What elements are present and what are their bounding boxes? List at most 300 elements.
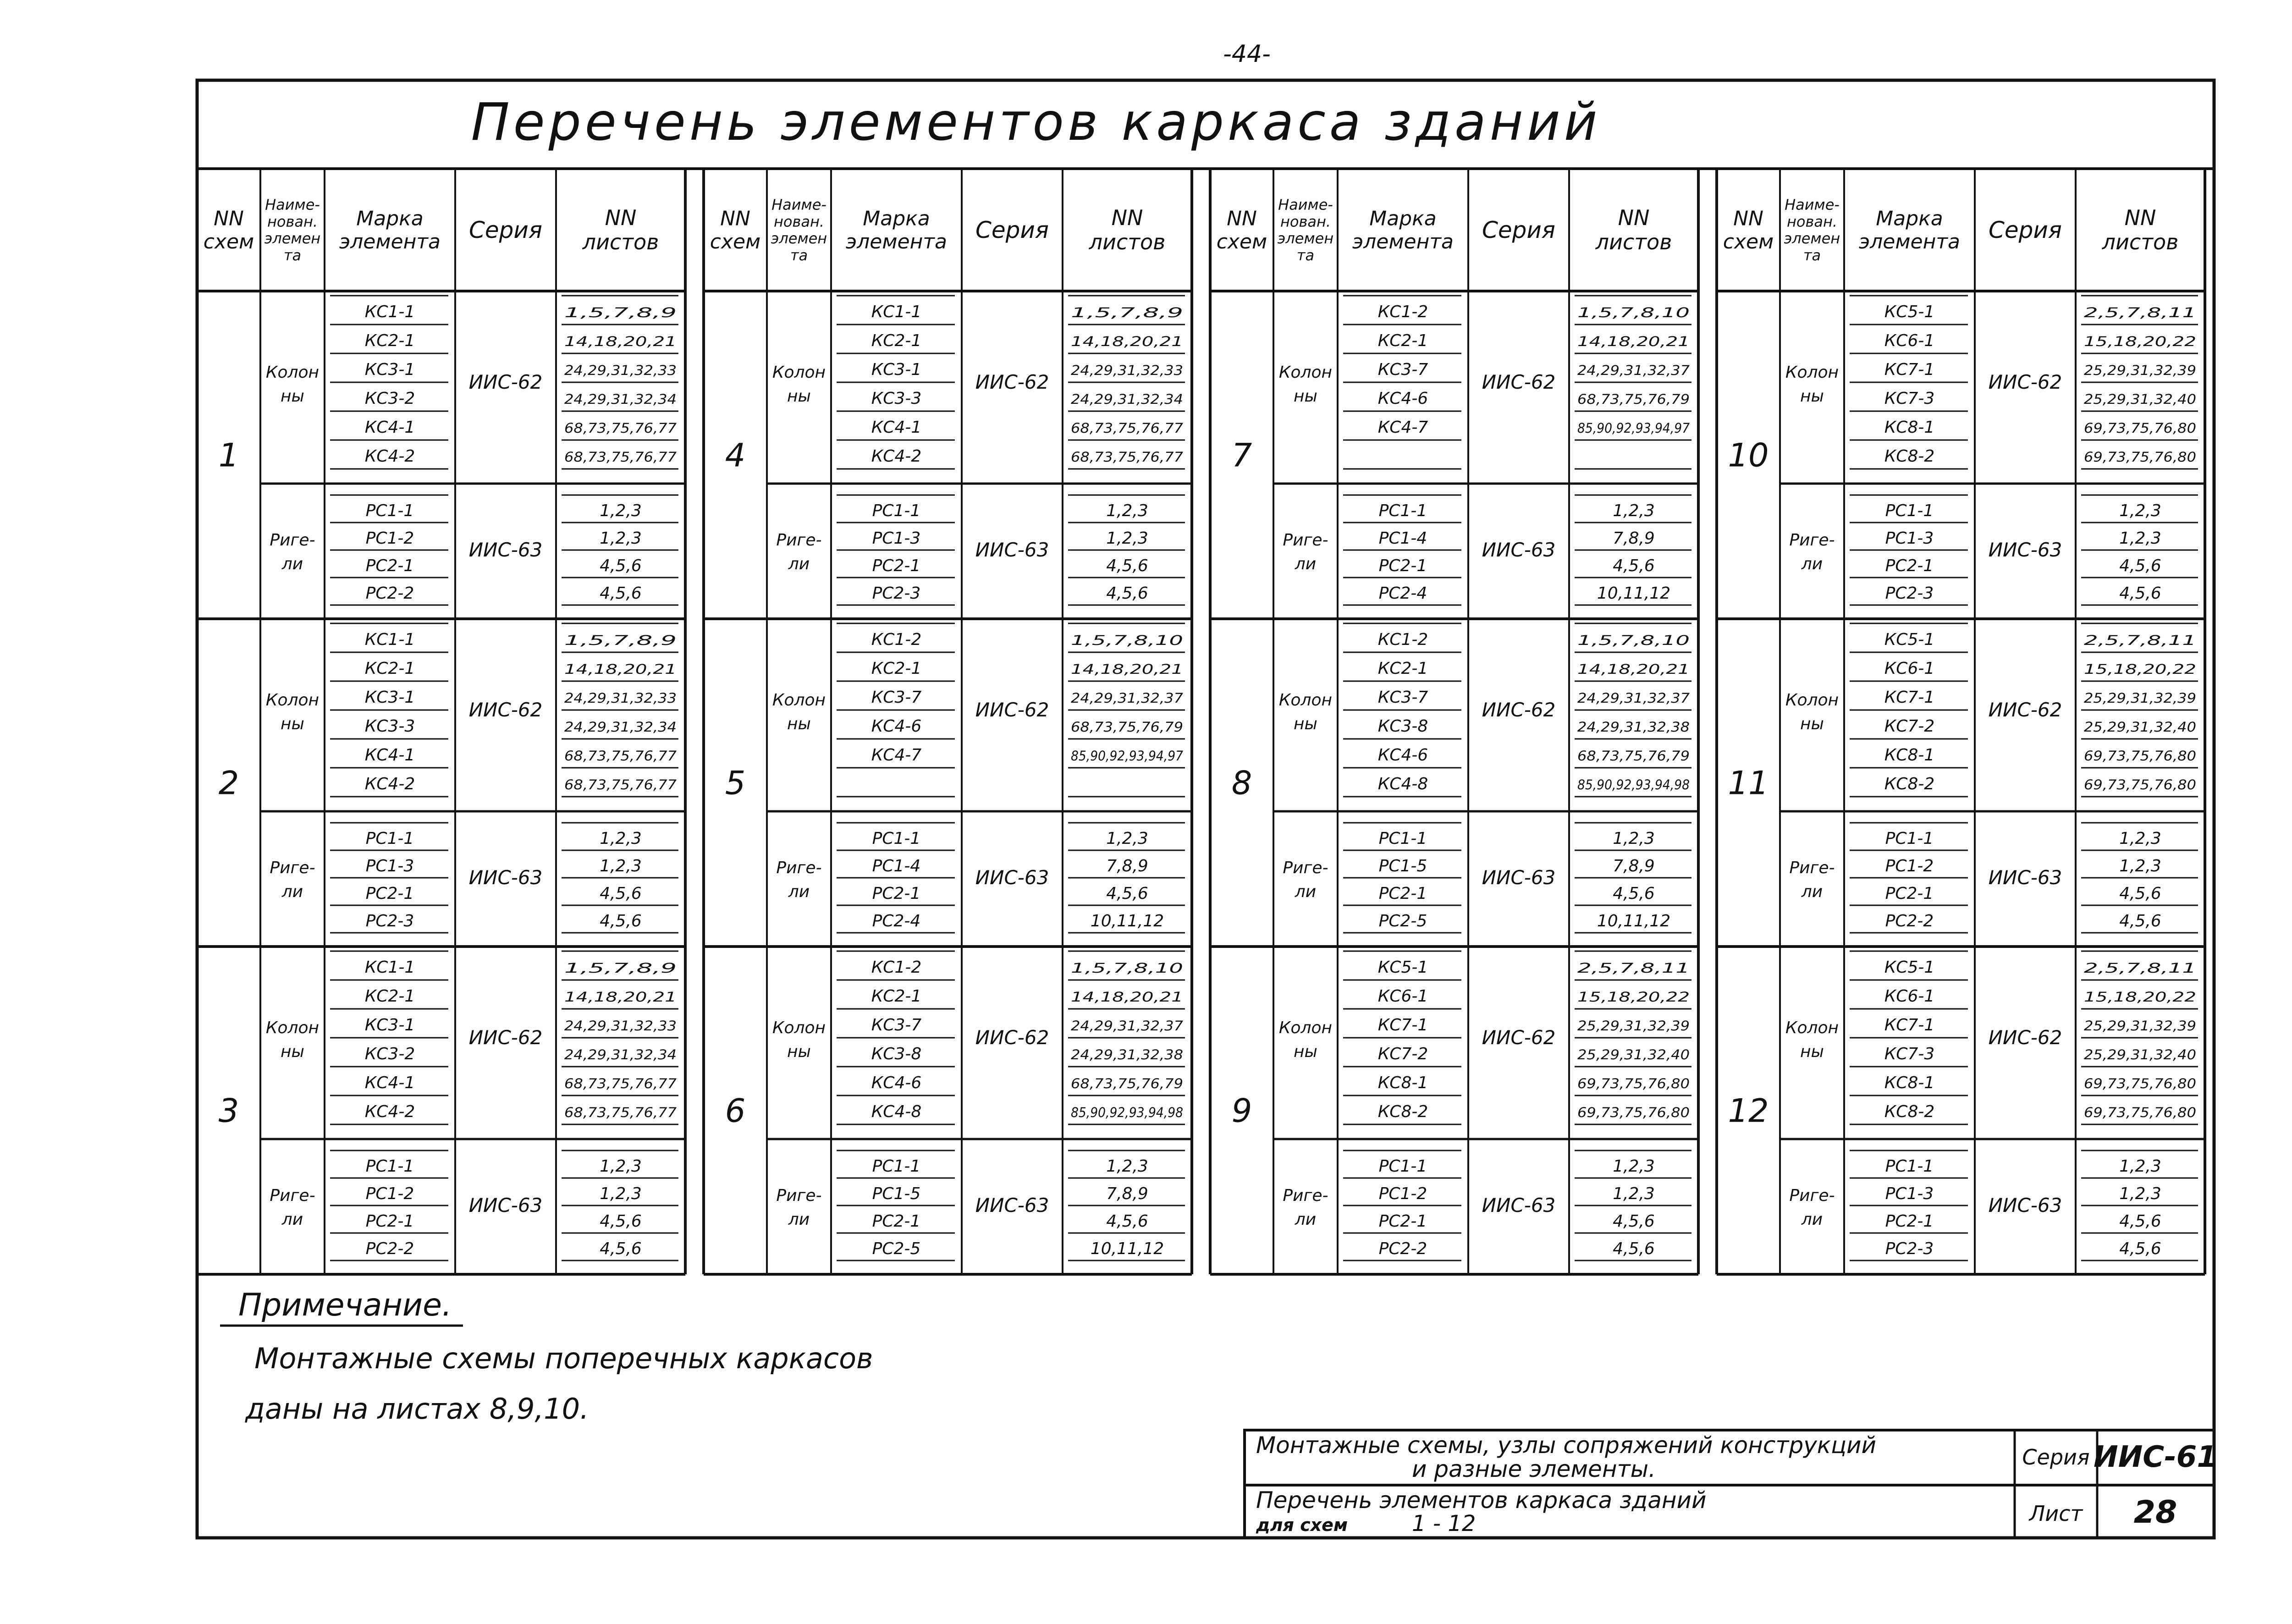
element-mark: КС3-1 xyxy=(364,360,415,379)
series-value: ИИС-62 xyxy=(468,371,543,393)
series-value: ИИС-62 xyxy=(1988,1026,2062,1049)
sheet-numbers: 24,29,31,32,34 xyxy=(1071,391,1183,407)
header-scheme: NN xyxy=(720,207,750,231)
element-mark: КС6-1 xyxy=(1377,987,1428,1006)
sheet-label: Лист xyxy=(2029,1501,2083,1526)
sheet-numbers: 15,18,20,22 xyxy=(1577,989,1690,1005)
sheet-numbers: 14,18,20,21 xyxy=(1577,661,1690,677)
sheet-numbers: 14,18,20,21 xyxy=(1071,661,1183,677)
sheet-numbers: 68,73,75,76,77 xyxy=(1071,449,1184,465)
element-mark: КС3-2 xyxy=(364,1045,415,1063)
element-mark: РС1-3 xyxy=(1885,1184,1934,1203)
element-mark: КС2-1 xyxy=(1377,331,1428,350)
group-name-girders: Риге- xyxy=(1283,859,1328,877)
group-name-columns: ны xyxy=(1294,1042,1317,1061)
header-series: Серия xyxy=(1989,217,2062,243)
element-mark: РС1-1 xyxy=(1378,501,1427,520)
element-mark: КС2-1 xyxy=(871,987,922,1006)
element-mark: КС7-3 xyxy=(1884,1045,1935,1063)
sheet-numbers: 4,5,6 xyxy=(1106,584,1148,603)
scheme-number: 4 xyxy=(725,436,746,474)
element-mark: КС4-6 xyxy=(1377,746,1428,765)
sheet-numbers: 69,73,75,76,80 xyxy=(1577,1105,1690,1120)
table-header xyxy=(1217,196,1672,264)
element-mark: КС4-2 xyxy=(364,447,415,466)
element-mark: РС1-1 xyxy=(872,1157,921,1176)
sheet-numbers: 1,2,3 xyxy=(2119,529,2161,548)
sheet-numbers: 2,5,7,8,11 xyxy=(1577,960,1690,976)
sheet-numbers: 1,2,3 xyxy=(600,829,642,848)
sheet-numbers: 24,29,31,32,34 xyxy=(564,719,677,735)
note-line-1: Монтажные схемы поперечных каркасов xyxy=(254,1342,873,1375)
scheme-number: 6 xyxy=(725,1092,746,1130)
sheet-numbers: 69,73,75,76,80 xyxy=(2084,449,2196,465)
element-mark: РС2-4 xyxy=(1378,584,1427,603)
element-mark: КС1-2 xyxy=(1377,303,1428,321)
element-mark: КС8-1 xyxy=(1884,418,1935,437)
sheet-numbers: 68,73,75,76,77 xyxy=(564,748,677,764)
element-mark: РС1-1 xyxy=(872,829,921,848)
element-mark: РС2-3 xyxy=(365,912,414,930)
element-mark: КС2-1 xyxy=(871,331,922,350)
element-mark: КС6-1 xyxy=(1884,659,1935,678)
element-mark: РС1-1 xyxy=(1378,829,1427,848)
sheet-numbers: 4,5,6 xyxy=(1106,884,1148,903)
note-line-2: даны на листах 8,9,10. xyxy=(245,1392,589,1426)
series-value: ИИС-62 xyxy=(1988,699,2062,721)
sheet-numbers: 15,18,20,22 xyxy=(2084,989,2196,1005)
sheet-numbers: 25,29,31,32,40 xyxy=(2084,719,2196,735)
header-name: элемен xyxy=(771,230,827,248)
element-mark: КС4-2 xyxy=(364,1102,415,1121)
page-title: Перечень элементов каркаса зданий xyxy=(471,93,1601,152)
element-mark: РС2-3 xyxy=(1885,1239,1934,1258)
header-name: нован. xyxy=(773,213,825,231)
sheet-numbers: 1,2,3 xyxy=(2119,1184,2161,1203)
header-sheets: NN xyxy=(605,205,637,231)
element-mark: РС1-3 xyxy=(365,857,414,875)
sheet-numbers: 68,73,75,76,79 xyxy=(1071,1076,1183,1091)
sheet-numbers: 4,5,6 xyxy=(2119,584,2161,603)
group-name-columns: ны xyxy=(1294,715,1317,733)
header-name: элемен xyxy=(264,230,321,248)
sheet-numbers: 25,29,31,32,40 xyxy=(2084,391,2196,407)
sheet-numbers: 24,29,31,32,33 xyxy=(564,1018,677,1034)
group-name-columns: ны xyxy=(1800,387,1824,406)
header-name: та xyxy=(1296,246,1315,264)
sheet-numbers: 4,5,6 xyxy=(1613,884,1655,903)
element-mark: РС1-1 xyxy=(365,501,414,520)
element-mark: РС2-1 xyxy=(872,1212,921,1231)
group-name-girders: Риге- xyxy=(1789,1186,1835,1205)
sheet-numbers: 1,5,7,8,9 xyxy=(1071,305,1183,320)
sheet-numbers: 25,29,31,32,40 xyxy=(1577,1047,1690,1062)
group-name-columns: ны xyxy=(1294,387,1317,406)
series-value: ИИС-62 xyxy=(975,699,1049,721)
sheet-numbers: 1,5,7,8,10 xyxy=(1071,633,1183,648)
scheme-number: 2 xyxy=(218,764,239,802)
sheet-numbers: 7,8,9 xyxy=(1613,529,1655,548)
sheet-numbers: 1,2,3 xyxy=(600,857,642,875)
sheet-numbers: 4,5,6 xyxy=(600,1239,642,1258)
element-mark: КС4-8 xyxy=(871,1102,922,1121)
element-mark: КС8-1 xyxy=(1884,746,1935,765)
element-mark: КС8-2 xyxy=(1884,447,1935,466)
series-value: ИИС-62 xyxy=(468,1026,543,1049)
group-name-girders: Риге- xyxy=(1283,531,1328,550)
sheet-numbers: 4,5,6 xyxy=(2119,884,2161,903)
element-mark: КС5-1 xyxy=(1377,958,1428,977)
header-mark: элемента xyxy=(1859,230,1960,254)
element-mark: РС1-1 xyxy=(1885,1157,1934,1176)
header-scheme: схем xyxy=(710,230,761,254)
element-mark: КС3-8 xyxy=(871,1045,922,1063)
sheet-numbers: 1,2,3 xyxy=(2119,501,2161,520)
sheet-numbers: 68,73,75,76,77 xyxy=(564,777,677,793)
group-name-columns: Колон xyxy=(265,1018,320,1037)
sheet-numbers: 7,8,9 xyxy=(1613,857,1655,875)
series-value: ИИС-63 xyxy=(1482,1194,1556,1217)
header-sheets: листов xyxy=(1595,230,1672,255)
group-name-columns: ны xyxy=(787,387,811,406)
sheet-numbers: 69,73,75,76,80 xyxy=(2084,777,2196,793)
sheet-numbers: 1,2,3 xyxy=(600,501,642,520)
element-mark: РС1-1 xyxy=(365,829,414,848)
element-mark: КС5-1 xyxy=(1884,630,1935,649)
sheet-numbers: 68,73,75,76,77 xyxy=(564,449,677,465)
element-mark: КС3-1 xyxy=(364,1016,415,1035)
scheme-number: 8 xyxy=(1231,764,1252,802)
element-mark: КС3-2 xyxy=(364,389,415,408)
element-mark: КС7-1 xyxy=(1377,1016,1428,1035)
sheet-numbers: 68,73,75,76,77 xyxy=(564,1076,677,1091)
header-series: Серия xyxy=(975,217,1049,243)
element-mark: КС4-6 xyxy=(871,717,922,736)
sheet-numbers: 24,29,31,32,37 xyxy=(1577,690,1690,706)
scheme-number: 9 xyxy=(1231,1092,1252,1130)
element-mark: РС2-5 xyxy=(872,1239,921,1258)
sheet-numbers: 24,29,31,32,37 xyxy=(1071,690,1184,706)
series-value: ИИС-62 xyxy=(975,1026,1049,1049)
group-name-girders: Риге- xyxy=(270,531,315,550)
header-sheets: NN xyxy=(2124,205,2156,231)
sheet-numbers: 1,2,3 xyxy=(600,1184,642,1203)
group-name-girders: Риге- xyxy=(1789,531,1835,550)
element-mark: КС8-1 xyxy=(1884,1073,1935,1092)
group-name-columns: ны xyxy=(281,387,304,406)
sheet-numbers: 69,73,75,76,80 xyxy=(2084,748,2196,764)
sheet-numbers: 14,18,20,21 xyxy=(1071,989,1183,1005)
scheme-number: 10 xyxy=(1728,436,1769,474)
scheme-block xyxy=(1717,951,2205,1274)
series-value: ИИС-63 xyxy=(1988,1194,2062,1217)
group-name-columns: Колон xyxy=(265,691,320,710)
scheme-block xyxy=(704,623,1192,947)
scheme-block xyxy=(197,296,685,619)
element-mark: РС2-5 xyxy=(1378,912,1427,930)
group-name-columns: ны xyxy=(1800,715,1824,733)
scheme-block xyxy=(197,623,685,947)
element-mark: РС2-1 xyxy=(365,1212,414,1231)
sheet-numbers: 1,5,7,8,9 xyxy=(564,960,677,976)
scheme-block xyxy=(1717,296,2205,619)
element-mark: РС1-1 xyxy=(872,501,921,520)
sheet-numbers: 4,5,6 xyxy=(600,912,642,930)
sheet-numbers: 1,5,7,8,10 xyxy=(1071,960,1183,976)
element-mark: КС3-7 xyxy=(871,688,922,707)
element-mark: РС1-1 xyxy=(1885,501,1934,520)
sheet-numbers: 24,29,31,32,38 xyxy=(1071,1047,1183,1062)
sheet-numbers: 68,73,75,76,77 xyxy=(564,420,677,436)
group-name-girders: ли xyxy=(1801,555,1823,573)
element-mark: КС8-2 xyxy=(1884,775,1935,793)
sheet-numbers: 4,5,6 xyxy=(1106,556,1148,575)
note-heading: Примечание. xyxy=(238,1287,452,1323)
series-value: ИИС-63 xyxy=(1988,539,2062,561)
element-mark: КС4-1 xyxy=(364,746,415,765)
title-block xyxy=(1245,1430,2217,1538)
element-mark: КС1-1 xyxy=(364,303,415,321)
scheme-number: 3 xyxy=(218,1092,239,1130)
group-name-girders: ли xyxy=(1801,882,1823,901)
element-mark: РС2-1 xyxy=(1378,1212,1427,1231)
element-mark: КС7-2 xyxy=(1884,717,1935,736)
group-name-columns: Колон xyxy=(1785,691,1839,710)
header-sheets: листов xyxy=(582,230,659,255)
element-mark: КС3-8 xyxy=(1377,717,1428,736)
series-label: Серия xyxy=(2022,1445,2090,1470)
header-name: та xyxy=(790,246,808,264)
sheet-numbers: 15,18,20,22 xyxy=(2084,661,2196,677)
element-mark: РС2-3 xyxy=(872,584,921,603)
element-table xyxy=(197,169,685,1274)
header-name: Наиме- xyxy=(1785,196,1840,214)
element-mark: КС8-2 xyxy=(1884,1102,1935,1121)
element-mark: КС5-1 xyxy=(1884,958,1935,977)
group-name-girders: ли xyxy=(1295,1210,1317,1229)
element-mark: КС5-1 xyxy=(1884,303,1935,321)
series-value: ИИС-62 xyxy=(1482,1026,1556,1049)
element-mark: РС2-2 xyxy=(365,584,414,603)
element-mark: КС2-1 xyxy=(871,659,922,678)
element-mark: КС4-1 xyxy=(871,418,922,437)
header-series: Серия xyxy=(1482,217,1555,243)
sheet-numbers: 24,29,31,32,37 xyxy=(1071,1018,1184,1034)
header-name: элемен xyxy=(1784,230,1840,248)
sheet-numbers: 68,73,75,76,79 xyxy=(1577,748,1690,764)
scheme-block xyxy=(1210,951,1698,1274)
document-name-line-2: и разные элементы. xyxy=(1412,1456,1656,1482)
header-name: та xyxy=(1803,246,1821,264)
element-mark: КС3-7 xyxy=(871,1016,922,1035)
element-mark: РС1-5 xyxy=(872,1184,921,1203)
element-mark: РС2-1 xyxy=(1885,556,1934,575)
sheet-numbers: 69,73,75,76,80 xyxy=(2084,1076,2196,1091)
header-scheme: NN xyxy=(1733,207,1763,231)
sheet-numbers: 1,2,3 xyxy=(1106,529,1148,548)
header-mark: Марка xyxy=(356,207,424,231)
header-scheme: NN xyxy=(1227,207,1257,231)
scheme-block xyxy=(1210,296,1698,619)
group-name-girders: ли xyxy=(788,1210,810,1229)
group-name-columns: ны xyxy=(787,715,811,733)
group-name-columns: ны xyxy=(281,715,304,733)
element-mark: РС1-4 xyxy=(1378,529,1427,548)
header-sheets: NN xyxy=(1618,205,1650,231)
sheet-numbers: 1,5,7,8,9 xyxy=(564,305,677,320)
element-mark: РС2-1 xyxy=(872,556,921,575)
header-name: Наиме- xyxy=(1278,196,1333,214)
sheet-numbers: 4,5,6 xyxy=(600,1212,642,1231)
document-name-line-1: Монтажные схемы, узлы сопряжений конструкций xyxy=(1256,1432,1877,1459)
scheme-number: 1 xyxy=(218,436,239,474)
element-mark: РС1-2 xyxy=(1885,857,1934,875)
sheet-numbers: 1,2,3 xyxy=(600,529,642,548)
element-mark: КС1-2 xyxy=(871,630,922,649)
element-mark: РС1-1 xyxy=(1885,829,1934,848)
page-number: -44- xyxy=(1223,40,1271,68)
sheet-numbers: 69,73,75,76,80 xyxy=(1577,1076,1690,1091)
header-sheets: листов xyxy=(2102,230,2179,255)
scheme-number: 7 xyxy=(1231,436,1252,474)
element-mark: КС4-2 xyxy=(871,447,922,466)
element-mark: КС3-1 xyxy=(364,688,415,707)
header-mark: элемента xyxy=(339,230,441,254)
sheet-numbers: 1,2,3 xyxy=(600,1157,642,1176)
sheet-numbers: 24,29,31,32,38 xyxy=(1577,719,1690,735)
header-mark: Марка xyxy=(1369,207,1437,231)
element-mark: КС2-1 xyxy=(1377,659,1428,678)
sheet-numbers: 4,5,6 xyxy=(2119,1212,2161,1231)
element-mark: РС1-2 xyxy=(365,529,414,548)
sheet-numbers: 85,90,92,93,94,98 xyxy=(1577,777,1690,793)
sheet-numbers: 10,11,12 xyxy=(1597,912,1671,930)
element-mark: КС3-1 xyxy=(871,360,922,379)
series-value: ИИС-62 xyxy=(1482,371,1556,393)
element-mark: РС2-1 xyxy=(1378,884,1427,903)
element-table xyxy=(1717,169,2205,1274)
group-name-girders: Риге- xyxy=(776,859,822,877)
sheet-numbers: 4,5,6 xyxy=(1613,1212,1655,1231)
series-value: ИИС-63 xyxy=(975,1194,1049,1217)
sheet-numbers: 25,29,31,32,39 xyxy=(2084,363,2196,378)
element-tables xyxy=(197,169,2205,1274)
header-name: Наиме- xyxy=(771,196,826,214)
element-mark: РС2-1 xyxy=(872,884,921,903)
element-mark: КС2-1 xyxy=(364,331,415,350)
sheet-numbers: 4,5,6 xyxy=(2119,556,2161,575)
element-mark: КС4-8 xyxy=(1377,775,1428,793)
element-mark: РС1-3 xyxy=(872,529,921,548)
sheet-numbers: 24,29,31,32,34 xyxy=(564,391,677,407)
scheme-block xyxy=(1210,623,1698,947)
element-mark: РС1-3 xyxy=(1885,529,1934,548)
header-scheme: схем xyxy=(203,230,254,254)
header-name: нован. xyxy=(1280,213,1331,231)
group-name-girders: ли xyxy=(1295,882,1317,901)
element-mark: КС3-3 xyxy=(871,389,922,408)
sheet-numbers: 68,73,75,76,79 xyxy=(1577,391,1690,407)
header-name: элемен xyxy=(1277,230,1334,248)
sheet-numbers: 25,29,31,32,39 xyxy=(2084,1018,2196,1034)
sheet-numbers: 4,5,6 xyxy=(1613,1239,1655,1258)
element-mark: КС8-2 xyxy=(1377,1102,1428,1121)
element-mark: РС2-2 xyxy=(1378,1239,1427,1258)
sheet-numbers: 15,18,20,22 xyxy=(2084,334,2196,349)
series-value: ИИС-63 xyxy=(1988,866,2062,889)
element-mark: РС2-1 xyxy=(365,556,414,575)
group-name-girders: ли xyxy=(1295,555,1317,573)
sheet-numbers: 2,5,7,8,11 xyxy=(2084,305,2196,320)
element-mark: КС4-6 xyxy=(1377,389,1428,408)
series-value: ИИС-63 xyxy=(1482,539,1556,561)
series-value: ИИС-63 xyxy=(468,866,543,889)
element-mark: РС2-2 xyxy=(365,1239,414,1258)
table-header xyxy=(710,196,1166,264)
element-mark: РС2-1 xyxy=(365,884,414,903)
sheet-numbers: 85,90,92,93,94,98 xyxy=(1071,1105,1183,1120)
element-mark: КС1-1 xyxy=(871,303,922,321)
header-name: Наиме- xyxy=(265,196,320,214)
sheet-numbers: 1,2,3 xyxy=(1613,501,1655,520)
group-name-girders: Риге- xyxy=(776,1186,822,1205)
element-mark: РС2-4 xyxy=(872,912,921,930)
element-mark: КС3-7 xyxy=(1377,688,1428,707)
sheet-numbers: 24,29,31,32,33 xyxy=(1071,363,1183,378)
element-mark: РС2-3 xyxy=(1885,584,1934,603)
group-name-girders: Риге- xyxy=(776,531,822,550)
element-mark: КС7-1 xyxy=(1884,1016,1935,1035)
element-mark: КС4-1 xyxy=(364,418,415,437)
sheet-numbers: 24,29,31,32,33 xyxy=(564,363,677,378)
sheet-numbers: 25,29,31,32,39 xyxy=(2084,690,2196,706)
header-name: нован. xyxy=(267,213,318,231)
element-mark: КС4-7 xyxy=(871,746,922,765)
sheet-name-line-2-value: 1 - 12 xyxy=(1412,1511,1476,1536)
element-mark: КС1-2 xyxy=(871,958,922,977)
series-value: ИИС-62 xyxy=(468,699,543,721)
scheme-block xyxy=(704,951,1192,1274)
sheet-numbers: 4,5,6 xyxy=(2119,912,2161,930)
group-name-girders: ли xyxy=(281,555,303,573)
scheme-block xyxy=(704,296,1192,619)
element-mark: РС2-1 xyxy=(1885,884,1934,903)
sheet-numbers: 68,73,75,76,77 xyxy=(1071,420,1184,436)
series-value: ИИС-63 xyxy=(975,866,1049,889)
sheet-numbers: 85,90,92,93,94,97 xyxy=(1071,748,1184,764)
group-name-girders: Риге- xyxy=(270,859,315,877)
scheme-block xyxy=(1717,623,2205,947)
element-mark: КС4-1 xyxy=(364,1073,415,1092)
sheet-numbers: 1,2,3 xyxy=(1106,829,1148,848)
sheet-numbers: 1,2,3 xyxy=(2119,857,2161,875)
element-mark: РС1-2 xyxy=(1378,1184,1427,1203)
header-sheets: NN xyxy=(1111,205,1143,231)
element-mark: КС6-1 xyxy=(1884,331,1935,350)
header-mark: элемента xyxy=(1352,230,1454,254)
sheet-numbers: 1,5,7,8,10 xyxy=(1577,305,1690,320)
sheet-numbers: 7,8,9 xyxy=(1106,1184,1148,1203)
header-series: Серия xyxy=(469,217,542,243)
group-name-girders: ли xyxy=(1801,1210,1823,1229)
header-scheme: схем xyxy=(1216,230,1267,254)
series-value: ИИС-63 xyxy=(975,539,1049,561)
sheet-numbers: 4,5,6 xyxy=(2119,1239,2161,1258)
group-name-columns: Колон xyxy=(1278,363,1333,382)
series-value: ИИС-63 xyxy=(468,1194,543,1217)
element-mark: РС1-1 xyxy=(365,1157,414,1176)
element-mark: КС3-3 xyxy=(364,717,415,736)
